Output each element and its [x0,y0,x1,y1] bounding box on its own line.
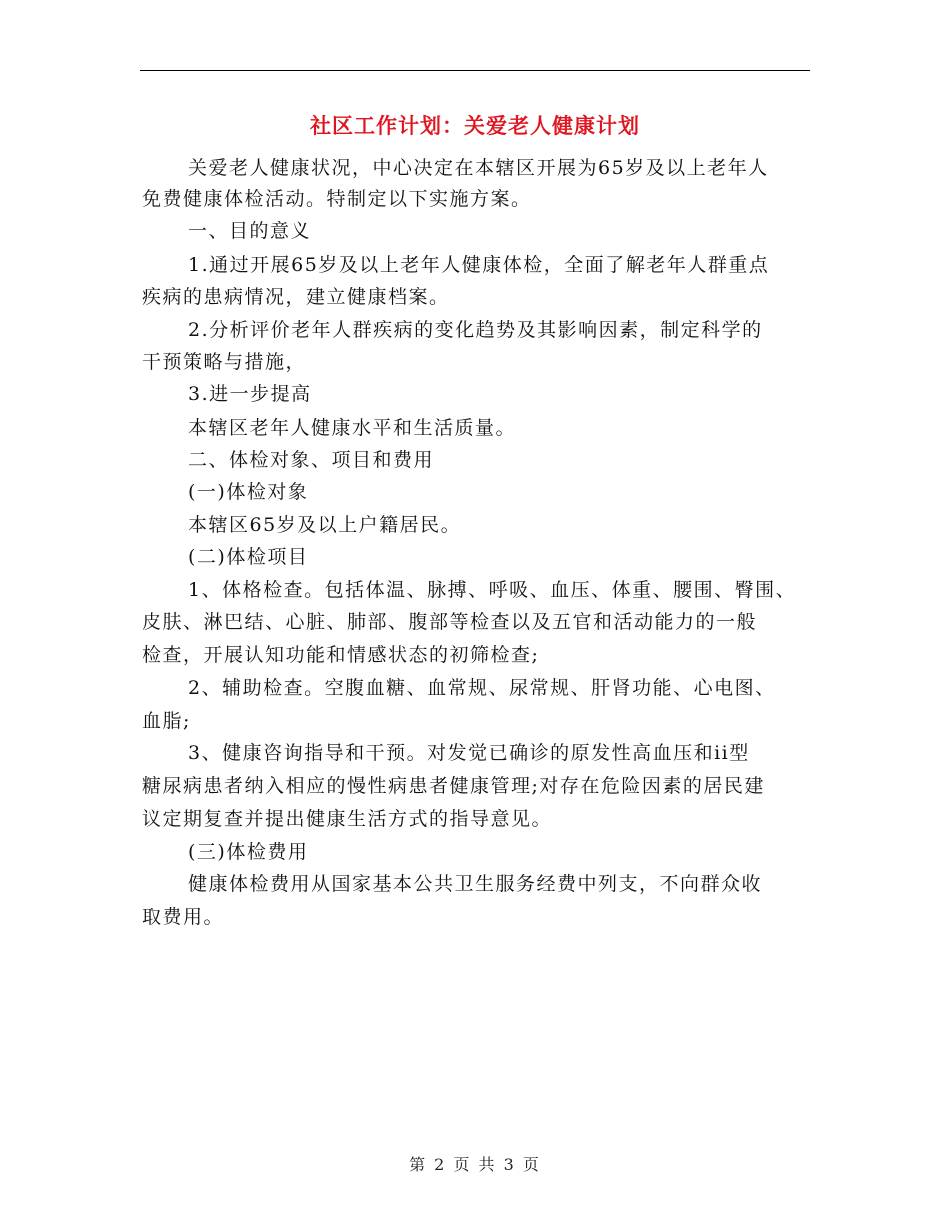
document-title: 社区工作计划：关爱老人健康计划 [310,113,640,138]
subsection-heading: (一)体检对象 [188,481,309,503]
paragraph-line: 3、健康咨询指导和干预。对发觉已确诊的原发性高血压和ii型 [188,742,750,764]
paragraph-line: 关爱老人健康状况，中心决定在本辖区开展为65岁及以上老年人 [188,157,769,179]
paragraph-line: 皮肤、淋巴结、心脏、肺部、腹部等检查以及五官和活动能力的一般 [142,611,758,633]
paragraph-line: 干预策略与措施， [142,351,307,373]
paragraph-line: 取费用。 [142,906,225,928]
subsection-heading: (三)体检费用 [188,841,309,863]
paragraph-line: 2、辅助检查。空腹血糖、血常规、尿常规、肝肾功能、心电图、 [188,677,776,699]
section-heading: 二、体检对象、项目和费用 [188,449,435,471]
section-heading: 一、目的意义 [188,220,312,242]
paragraph-line: 议定期复查并提出健康生活方式的指导意见。 [142,808,553,830]
paragraph-line: 检查，开展认知功能和情感状态的初筛检查; [142,644,540,666]
paragraph-line: 免费健康体检活动。特制定以下实施方案。 [142,188,532,210]
paragraph-line: 血脂; [142,710,191,732]
page-number: 第 2 页 共 3 页 [409,1155,541,1174]
paragraph-line: 2.分析评价老年人群疾病的变化趋势及其影响因素，制定科学的 [188,319,763,341]
paragraph-line: 1.通过开展65岁及以上老年人健康体检，全面了解老年人群重点 [188,254,770,276]
paragraph-line: 本辖区老年人健康水平和生活质量。 [188,417,517,439]
paragraph-line: 1、体格检查。包括体温、脉搏、呼吸、血压、体重、腰围、臀围、 [188,579,797,601]
paragraph-line: 本辖区65岁及以上户籍居民。 [188,514,462,536]
paragraph-line: 疾病的患病情况，建立健康档案。 [142,286,450,308]
header-rule [140,70,810,71]
paragraph-line: 健康体检费用从国家基本公共卫生服务经费中列支，不向群众收 [188,873,763,895]
subsection-heading: (二)体检项目 [188,546,309,568]
paragraph-line: 糖尿病患者纳入相应的慢性病患者健康管理;对存在危险因素的居民建 [142,775,765,797]
paragraph-line: 3.进一步提高 [188,383,312,405]
